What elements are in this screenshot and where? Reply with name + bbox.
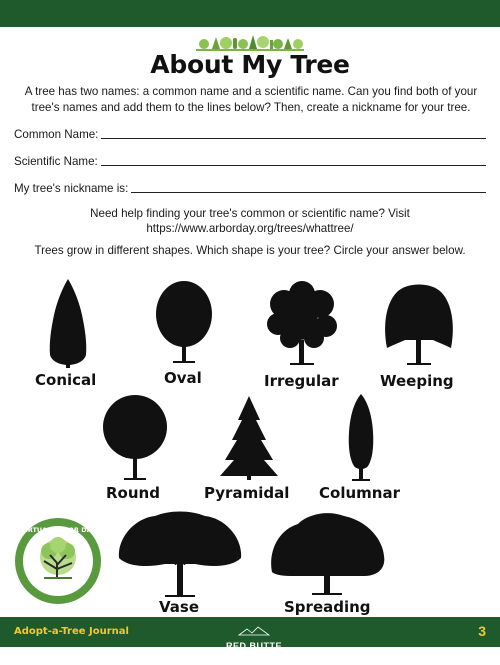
nickname-field bbox=[14, 179, 486, 195]
oval-tree-icon[interactable] bbox=[153, 280, 215, 366]
weeping-tree-icon[interactable] bbox=[381, 278, 457, 368]
footer-bar bbox=[0, 617, 500, 665]
round-label[interactable]: Round bbox=[106, 484, 160, 502]
irregular-tree-icon[interactable] bbox=[264, 280, 340, 368]
conical-label[interactable]: Conical bbox=[35, 371, 97, 389]
spreading-tree-icon[interactable] bbox=[268, 508, 386, 598]
irregular-label[interactable]: Irregular bbox=[264, 372, 339, 390]
vase-tree-icon[interactable] bbox=[115, 508, 245, 600]
pyramidal-label[interactable]: Pyramidal bbox=[204, 484, 290, 502]
vase-label[interactable]: Vase bbox=[159, 598, 200, 616]
virtual-arbor-day-badge-icon bbox=[14, 517, 102, 605]
page-title: About My Tree bbox=[150, 50, 350, 79]
pyramidal-tree-icon[interactable] bbox=[218, 394, 280, 482]
tree-skyline-icon bbox=[196, 32, 304, 52]
intro-paragraph: A tree has two names: a common name and a scientific name. Can you find both of your tree's names and add them to the lines below? Then, create a nickname for your tree. bbox=[24, 85, 478, 114]
nickname-line[interactable] bbox=[131, 181, 486, 193]
scientific-name-line[interactable] bbox=[101, 154, 486, 166]
help-text bbox=[0, 206, 500, 236]
round-tree-icon[interactable] bbox=[100, 393, 170, 483]
common-name-label: Common Name: bbox=[14, 128, 99, 141]
scientific-name-label: Scientific Name: bbox=[14, 155, 98, 168]
logo-name: RED BUTTE GARDEN bbox=[226, 641, 282, 661]
weeping-label[interactable]: Weeping bbox=[380, 372, 454, 390]
spreading-label[interactable]: Spreading bbox=[284, 598, 371, 616]
shapes-question: Trees grow in different shapes. Which shape is your tree? Circle your answer below. bbox=[34, 244, 466, 257]
common-name-line[interactable] bbox=[101, 127, 486, 139]
page-number: 3 bbox=[478, 623, 486, 639]
help-line: Need help finding your tree's common or scientific name? Visit bbox=[90, 207, 410, 220]
common-name-field bbox=[14, 125, 486, 141]
logo-subtitle: THE UNIVERSITY OF UTAH bbox=[227, 661, 281, 665]
nickname-label: My tree's nickname is: bbox=[14, 182, 129, 195]
footer-journal-title: Adopt-a-Tree Journal bbox=[14, 626, 129, 637]
red-butte-garden-logo bbox=[214, 622, 294, 665]
columnar-tree-icon[interactable] bbox=[344, 392, 378, 484]
mountain-logo-icon bbox=[239, 627, 269, 635]
oval-label[interactable]: Oval bbox=[164, 369, 202, 387]
help-link[interactable]: https://www.arborday.org/trees/whattree/ bbox=[146, 222, 354, 235]
conical-tree-icon[interactable] bbox=[43, 277, 93, 369]
columnar-label[interactable]: Columnar bbox=[319, 484, 400, 502]
top-bar bbox=[0, 0, 500, 27]
scientific-name-field bbox=[14, 152, 486, 168]
badge-text: VIRTUAL ARBOR DAY bbox=[20, 526, 96, 534]
